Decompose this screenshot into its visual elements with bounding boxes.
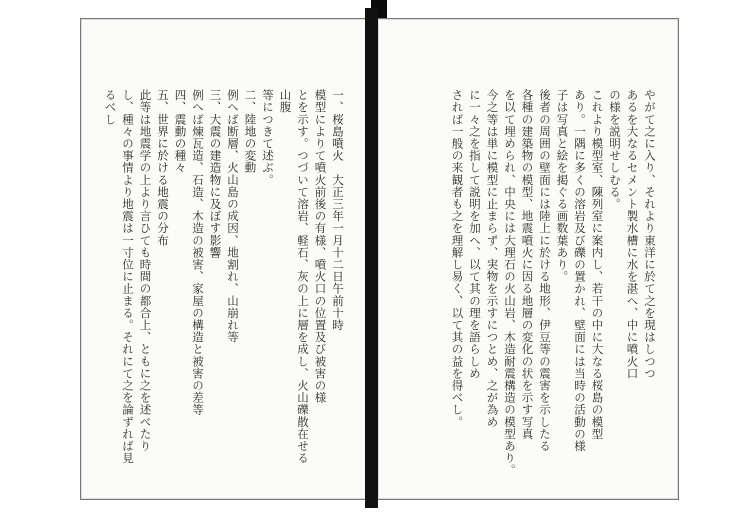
text-column: し、種々の事情より地震は一寸位に止まる。それにて之を論ずれば見るべし xyxy=(103,89,135,465)
right-page xyxy=(378,18,679,500)
text-column: 後者の周囲の壁面には陸上に於ける地形、伊豆等の震害を示したる xyxy=(538,89,552,452)
text-column: 一、桜島噴火 大正三年一月十二日午前十時 xyxy=(331,89,345,331)
left-page-edge xyxy=(80,33,81,500)
text-column: 例へば断層、火山島の成因、地割れ、山崩れ等 xyxy=(226,89,240,344)
left-page-text xyxy=(101,89,346,469)
text-column: を以て埋められ、中央には大理石の火山岩、木造耐震構造の模型あり。 xyxy=(503,89,517,477)
right-page-text xyxy=(448,89,658,489)
text-column: 二、陸地の変動 xyxy=(243,89,258,174)
text-column: 各種の建築物の模型、地震噴火に因る地層の変化の状を示す写真 xyxy=(520,89,535,440)
right-page-edge xyxy=(678,33,679,500)
text-column: やがて之に入り、それより東洋に於て之を現はしつつ xyxy=(643,89,657,380)
text-column: 模型によりて噴火前後の有様、噴火口の位置及び被害の様 xyxy=(313,89,328,404)
text-column: あるを大なるセメント製水槽に水を湛へ、中に噴火口 xyxy=(625,89,640,380)
text-column: 此等は地震学の上より言ひても時間の都合上、ともに之を述べたり xyxy=(138,89,153,452)
text-column: 例へば煉瓦造、石造、木造の被害、家屋の構造と被害の差等 xyxy=(191,89,205,416)
text-column: 今之等は単に模型に止まらず、実物を示すにつとめ、之が為め xyxy=(485,89,500,428)
text-column: 五、世界に於ける地震の分布 xyxy=(156,89,170,247)
open-book xyxy=(80,8,680,508)
text-column: 三、大震の建造物に及ぼす影響 xyxy=(208,89,223,259)
text-column: 四、震動の種々 xyxy=(173,89,188,174)
text-column: これより模型室、陳列室に案内し、若干の中に大なる桜島の模型 xyxy=(590,89,605,440)
left-page xyxy=(80,18,366,500)
text-column: 子は写真と絵を掲ぐる画数葉あり。 xyxy=(555,89,570,283)
text-column: あり。一隅に多くの溶岩及び礫の置かれ、壁面には当時の活動の様 xyxy=(573,89,587,452)
text-column: されば一般の来観者も之を理解し易く、以て其の益を得べし。 xyxy=(450,89,465,428)
text-column: に一々之を指して説明を加へ、以て其の理を語らしめ xyxy=(468,89,482,380)
text-column: の様を説明せしむる。 xyxy=(608,89,622,210)
book-spine xyxy=(365,8,378,508)
text-column: 等につきて述ぶ。 xyxy=(261,89,275,186)
text-column: とを示す。つづいて溶岩、軽石、灰の上に層を成し、火山礫散在せる山腹 xyxy=(278,89,310,465)
